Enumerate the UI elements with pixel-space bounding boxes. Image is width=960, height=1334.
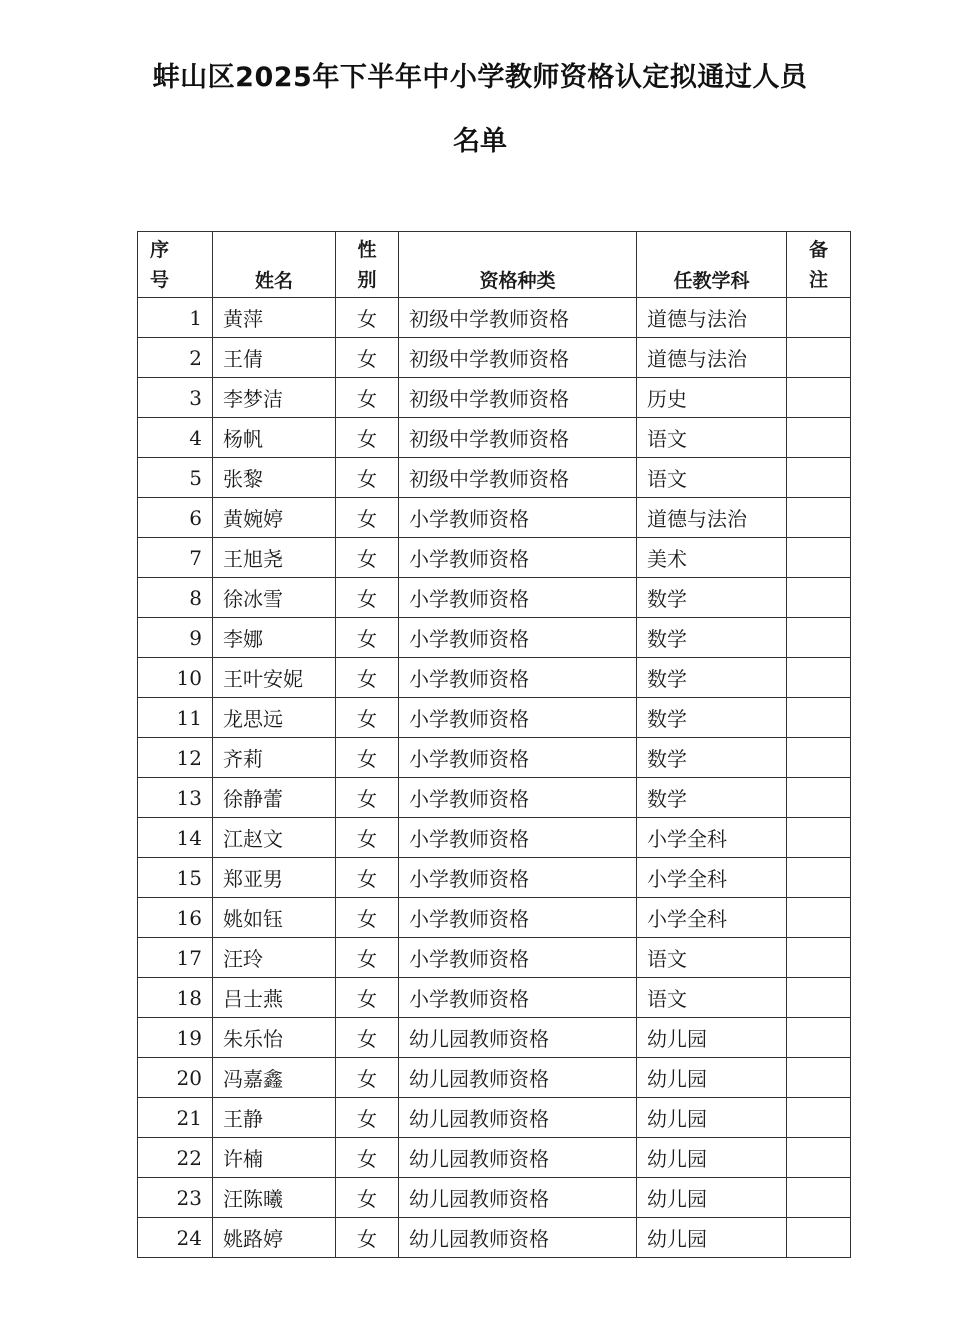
cell-remarks bbox=[787, 738, 851, 778]
header-remarks-line2: 注 bbox=[808, 269, 828, 291]
header-qualification: 资格种类 bbox=[399, 232, 637, 298]
cell-gender: 女 bbox=[336, 1018, 399, 1058]
cell-subject: 数学 bbox=[637, 778, 787, 818]
cell-serial-number: 11 bbox=[138, 698, 213, 738]
cell-subject: 幼儿园 bbox=[637, 1098, 787, 1138]
cell-remarks bbox=[787, 978, 851, 1018]
header-gender-line1: 性 bbox=[357, 239, 377, 261]
header-name: 姓名 bbox=[213, 232, 336, 298]
cell-gender: 女 bbox=[336, 618, 399, 658]
cell-serial-number: 13 bbox=[138, 778, 213, 818]
cell-serial-number: 24 bbox=[138, 1218, 213, 1258]
table-row bbox=[138, 578, 851, 618]
cell-name: 王倩 bbox=[213, 338, 336, 378]
cell-remarks bbox=[787, 538, 851, 578]
cell-subject: 幼儿园 bbox=[637, 1178, 787, 1218]
header-remarks-line1: 备 bbox=[808, 239, 828, 261]
table-header-row bbox=[138, 232, 851, 298]
table-row bbox=[138, 338, 851, 378]
cell-serial-number: 19 bbox=[138, 1018, 213, 1058]
cell-name: 汪玲 bbox=[213, 938, 336, 978]
cell-remarks bbox=[787, 818, 851, 858]
cell-subject: 小学全科 bbox=[637, 898, 787, 938]
cell-serial-number: 17 bbox=[138, 938, 213, 978]
cell-qualification: 初级中学教师资格 bbox=[399, 338, 637, 378]
cell-serial-number: 12 bbox=[138, 738, 213, 778]
cell-name: 王旭尧 bbox=[213, 538, 336, 578]
header-remarks bbox=[787, 232, 851, 298]
cell-remarks bbox=[787, 938, 851, 978]
cell-name: 张黎 bbox=[213, 458, 336, 498]
table-row bbox=[138, 1058, 851, 1098]
cell-serial-number: 15 bbox=[138, 858, 213, 898]
cell-name: 汪陈曦 bbox=[213, 1178, 336, 1218]
cell-serial-number: 18 bbox=[138, 978, 213, 1018]
cell-qualification: 幼儿园教师资格 bbox=[399, 1098, 637, 1138]
cell-qualification: 小学教师资格 bbox=[399, 578, 637, 618]
cell-qualification: 幼儿园教师资格 bbox=[399, 1218, 637, 1258]
cell-serial-number: 20 bbox=[138, 1058, 213, 1098]
cell-subject: 数学 bbox=[637, 618, 787, 658]
table-row bbox=[138, 378, 851, 418]
cell-gender: 女 bbox=[336, 978, 399, 1018]
cell-serial-number: 2 bbox=[138, 338, 213, 378]
table-row bbox=[138, 1138, 851, 1178]
cell-gender: 女 bbox=[336, 818, 399, 858]
cell-gender: 女 bbox=[336, 538, 399, 578]
cell-subject: 幼儿园 bbox=[637, 1218, 787, 1258]
cell-remarks bbox=[787, 498, 851, 538]
header-gender-line2: 别 bbox=[357, 269, 377, 291]
cell-name: 朱乐怡 bbox=[213, 1018, 336, 1058]
cell-remarks bbox=[787, 378, 851, 418]
cell-qualification: 小学教师资格 bbox=[399, 778, 637, 818]
cell-gender: 女 bbox=[336, 338, 399, 378]
cell-qualification: 小学教师资格 bbox=[399, 738, 637, 778]
cell-remarks bbox=[787, 418, 851, 458]
cell-qualification: 小学教师资格 bbox=[399, 978, 637, 1018]
cell-subject: 道德与法治 bbox=[637, 498, 787, 538]
cell-name: 李梦洁 bbox=[213, 378, 336, 418]
table-row bbox=[138, 458, 851, 498]
cell-qualification: 小学教师资格 bbox=[399, 698, 637, 738]
candidate-roster-table bbox=[137, 231, 851, 1258]
cell-serial-number: 23 bbox=[138, 1178, 213, 1218]
cell-name: 江赵文 bbox=[213, 818, 336, 858]
table-row bbox=[138, 498, 851, 538]
cell-serial-number: 7 bbox=[138, 538, 213, 578]
cell-name: 李娜 bbox=[213, 618, 336, 658]
cell-name: 王叶安妮 bbox=[213, 658, 336, 698]
cell-gender: 女 bbox=[336, 498, 399, 538]
cell-qualification: 小学教师资格 bbox=[399, 498, 637, 538]
header-subject: 任教学科 bbox=[637, 232, 787, 298]
cell-subject: 语文 bbox=[637, 458, 787, 498]
cell-subject: 小学全科 bbox=[637, 858, 787, 898]
cell-gender: 女 bbox=[336, 578, 399, 618]
title-line-2: 名单 bbox=[453, 126, 507, 157]
cell-qualification: 初级中学教师资格 bbox=[399, 458, 637, 498]
cell-gender: 女 bbox=[336, 738, 399, 778]
cell-gender: 女 bbox=[336, 1098, 399, 1138]
cell-subject: 语文 bbox=[637, 978, 787, 1018]
cell-qualification: 小学教师资格 bbox=[399, 618, 637, 658]
cell-remarks bbox=[787, 658, 851, 698]
cell-remarks bbox=[787, 698, 851, 738]
cell-subject: 道德与法治 bbox=[637, 338, 787, 378]
cell-gender: 女 bbox=[336, 458, 399, 498]
cell-serial-number: 9 bbox=[138, 618, 213, 658]
cell-qualification: 小学教师资格 bbox=[399, 938, 637, 978]
header-serial-number-line2: 号 bbox=[150, 269, 170, 291]
cell-subject: 美术 bbox=[637, 538, 787, 578]
cell-subject: 历史 bbox=[637, 378, 787, 418]
cell-subject: 数学 bbox=[637, 698, 787, 738]
cell-serial-number: 4 bbox=[138, 418, 213, 458]
table-row bbox=[138, 618, 851, 658]
cell-remarks bbox=[787, 1218, 851, 1258]
cell-qualification: 小学教师资格 bbox=[399, 858, 637, 898]
cell-qualification: 初级中学教师资格 bbox=[399, 298, 637, 338]
table-row bbox=[138, 538, 851, 578]
cell-gender: 女 bbox=[336, 658, 399, 698]
cell-remarks bbox=[787, 618, 851, 658]
cell-serial-number: 8 bbox=[138, 578, 213, 618]
cell-gender: 女 bbox=[336, 1218, 399, 1258]
table-row bbox=[138, 698, 851, 738]
cell-serial-number: 16 bbox=[138, 898, 213, 938]
table-row bbox=[138, 298, 851, 338]
cell-name: 齐莉 bbox=[213, 738, 336, 778]
cell-remarks bbox=[787, 1178, 851, 1218]
header-gender bbox=[336, 232, 399, 298]
cell-remarks bbox=[787, 458, 851, 498]
cell-qualification: 幼儿园教师资格 bbox=[399, 1018, 637, 1058]
cell-remarks bbox=[787, 1058, 851, 1098]
cell-name: 徐静蕾 bbox=[213, 778, 336, 818]
cell-remarks bbox=[787, 1138, 851, 1178]
table-row bbox=[138, 418, 851, 458]
table-row bbox=[138, 658, 851, 698]
cell-subject: 语文 bbox=[637, 418, 787, 458]
cell-qualification: 小学教师资格 bbox=[399, 538, 637, 578]
table-row bbox=[138, 1018, 851, 1058]
cell-name: 徐冰雪 bbox=[213, 578, 336, 618]
table-body bbox=[138, 298, 851, 1258]
title-line-1: 蚌山区2025年下半年中小学教师资格认定拟通过人员 bbox=[152, 62, 808, 93]
table-row bbox=[138, 858, 851, 898]
cell-gender: 女 bbox=[336, 378, 399, 418]
cell-remarks bbox=[787, 778, 851, 818]
cell-subject: 道德与法治 bbox=[637, 298, 787, 338]
cell-subject: 数学 bbox=[637, 578, 787, 618]
cell-name: 杨帆 bbox=[213, 418, 336, 458]
cell-serial-number: 1 bbox=[138, 298, 213, 338]
cell-name: 吕士燕 bbox=[213, 978, 336, 1018]
cell-name: 王静 bbox=[213, 1098, 336, 1138]
table-row bbox=[138, 1178, 851, 1218]
cell-serial-number: 10 bbox=[138, 658, 213, 698]
cell-subject: 小学全科 bbox=[637, 818, 787, 858]
cell-subject: 数学 bbox=[637, 658, 787, 698]
cell-serial-number: 6 bbox=[138, 498, 213, 538]
cell-subject: 幼儿园 bbox=[637, 1138, 787, 1178]
table-row bbox=[138, 898, 851, 938]
cell-qualification: 小学教师资格 bbox=[399, 658, 637, 698]
cell-remarks bbox=[787, 338, 851, 378]
cell-qualification: 幼儿园教师资格 bbox=[399, 1058, 637, 1098]
header-serial-number-line1: 序 bbox=[150, 239, 170, 261]
cell-name: 姚路婷 bbox=[213, 1218, 336, 1258]
cell-gender: 女 bbox=[336, 298, 399, 338]
cell-name: 黄萍 bbox=[213, 298, 336, 338]
header-serial-number bbox=[138, 232, 213, 298]
table-row bbox=[138, 818, 851, 858]
table-row bbox=[138, 738, 851, 778]
cell-gender: 女 bbox=[336, 778, 399, 818]
cell-serial-number: 14 bbox=[138, 818, 213, 858]
cell-qualification: 小学教师资格 bbox=[399, 898, 637, 938]
cell-qualification: 幼儿园教师资格 bbox=[399, 1138, 637, 1178]
cell-subject: 幼儿园 bbox=[637, 1058, 787, 1098]
table-row bbox=[138, 1098, 851, 1138]
cell-subject: 幼儿园 bbox=[637, 1018, 787, 1058]
cell-remarks bbox=[787, 1018, 851, 1058]
cell-remarks bbox=[787, 298, 851, 338]
cell-remarks bbox=[787, 858, 851, 898]
cell-qualification: 初级中学教师资格 bbox=[399, 378, 637, 418]
cell-name: 郑亚男 bbox=[213, 858, 336, 898]
cell-gender: 女 bbox=[336, 898, 399, 938]
table-row bbox=[138, 938, 851, 978]
cell-subject: 数学 bbox=[637, 738, 787, 778]
cell-name: 许楠 bbox=[213, 1138, 336, 1178]
table-row bbox=[138, 1218, 851, 1258]
cell-gender: 女 bbox=[336, 858, 399, 898]
cell-gender: 女 bbox=[336, 1178, 399, 1218]
cell-serial-number: 22 bbox=[138, 1138, 213, 1178]
cell-name: 龙思远 bbox=[213, 698, 336, 738]
cell-gender: 女 bbox=[336, 418, 399, 458]
cell-remarks bbox=[787, 898, 851, 938]
cell-subject: 语文 bbox=[637, 938, 787, 978]
cell-gender: 女 bbox=[336, 1138, 399, 1178]
cell-qualification: 初级中学教师资格 bbox=[399, 418, 637, 458]
cell-qualification: 小学教师资格 bbox=[399, 818, 637, 858]
cell-remarks bbox=[787, 1098, 851, 1138]
cell-gender: 女 bbox=[336, 1058, 399, 1098]
cell-serial-number: 21 bbox=[138, 1098, 213, 1138]
cell-name: 黄婉婷 bbox=[213, 498, 336, 538]
cell-serial-number: 3 bbox=[138, 378, 213, 418]
cell-gender: 女 bbox=[336, 938, 399, 978]
cell-qualification: 幼儿园教师资格 bbox=[399, 1178, 637, 1218]
cell-name: 姚如钰 bbox=[213, 898, 336, 938]
cell-serial-number: 5 bbox=[138, 458, 213, 498]
cell-name: 冯嘉鑫 bbox=[213, 1058, 336, 1098]
cell-remarks bbox=[787, 578, 851, 618]
table-row bbox=[138, 978, 851, 1018]
cell-gender: 女 bbox=[336, 698, 399, 738]
table-row bbox=[138, 778, 851, 818]
